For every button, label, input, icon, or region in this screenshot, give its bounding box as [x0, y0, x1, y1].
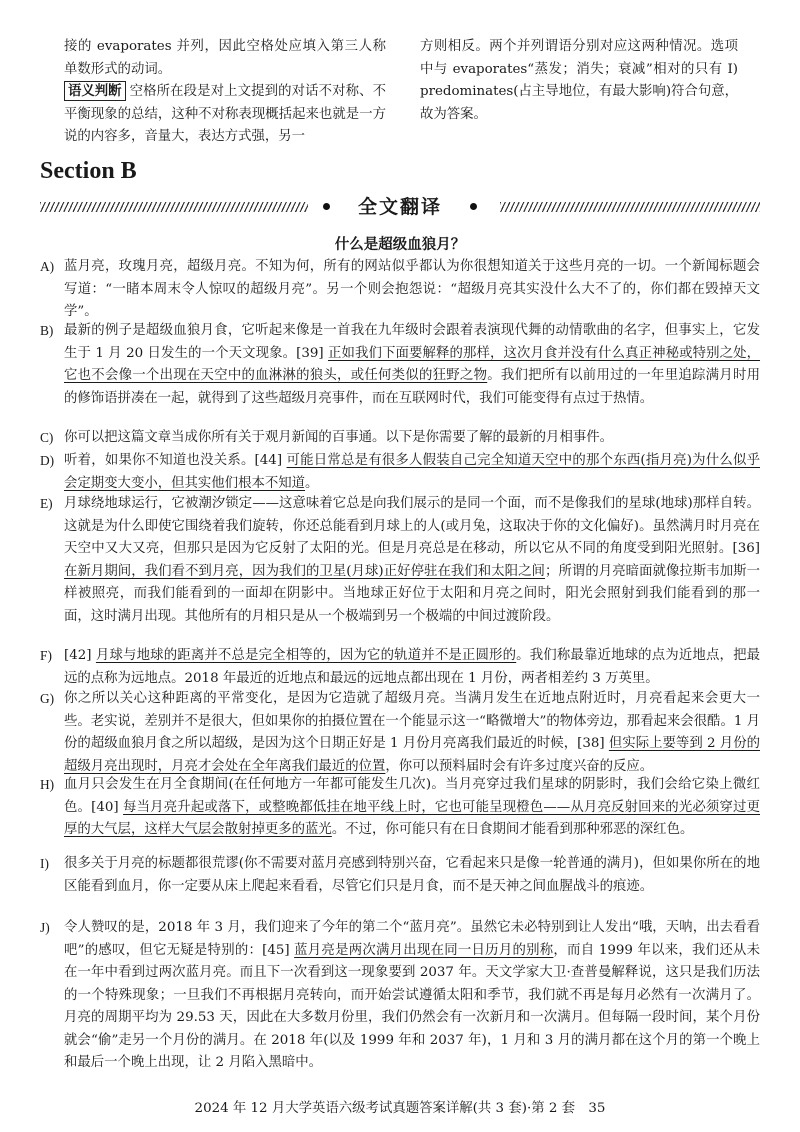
semantic-judgement-tag: 语义判断 [64, 81, 126, 101]
paragraph-label: G) [40, 691, 55, 706]
paragraph-label: J) [40, 920, 50, 935]
answer-underline-45: 蓝月亮是两次满月出现在同一日历月的别称 [294, 942, 554, 958]
paragraph-e [40, 493, 760, 628]
article-title: 什么是超级血狼月？ [334, 236, 466, 253]
paragraph-text: 。 [305, 475, 319, 491]
answer-underline-39: 正如我们下面要解释的那样，这次月食并没有什么真正神秘或特别之处，它也不会像一个出现在天空中的血淋淋的狼头，或任何类似的狂野之物 [64, 345, 761, 383]
bullet-dot-left [323, 203, 330, 210]
paragraph-label: C) [40, 430, 54, 445]
top-left-analysis-text: 空格所在段是对上文提到的对话不对称、不平衡现象的总结，这种不对称表现概括起来也就是一方说的内容多，音量大，表达方式强，另一 [64, 84, 386, 144]
top-left-text: 接的 evaporates 并列，因此空格处应填入第三人称单数形式的动词。 [64, 39, 386, 77]
page-footer: 2024 年 12 月大学英语六级考试真题答案详解(共 3 套)·第 2 套 35 [194, 1101, 606, 1116]
paragraph-d [40, 450, 760, 495]
paragraph-label: D) [40, 453, 55, 468]
bullet-dot-right [470, 203, 477, 210]
answer-underline-44: 可能日常总是有很多人假装自己完全知道天空中的那个东西(指月亮)为什么似乎会定期变大变小，但其实他们根本不知道 [64, 453, 760, 491]
section-title: Section B [40, 158, 137, 184]
paragraph-text: 血月只会发生在月全食期间(在任何地方一年都可能发生几次)。当月亮穿过我们星球的阴影时，我们会给它染上微红色。[40] [64, 777, 760, 815]
paragraph-j [40, 917, 760, 1075]
banner-title: 全文翻译 [357, 196, 442, 218]
paragraph-label: E) [40, 496, 53, 511]
paragraph-label: A) [40, 259, 55, 274]
paragraph-text: ，而自 1999 年以来，我们还从未在一年中看到过两次蓝月亮。而且下一次看到这一现象要到 2037 年。天文学家大卫·查普曼解释说，这只是我们历法的一个特殊现象；一旦我们不再根据月亮转向，而开始尝试遵循太阳和季节，我们就不再是每月必然有一次满月了。月亮的周期平均为 29.53 天，因此在大多数月份里，我们仍然会有一次新月和一次满月。但每隔一段时间，某个月份就会“偷”走另一个月份的满月。在 2018 年(以及 1999 年和 2037 年)，1 月和 3 月的满月都在这个月的第一个晚上和最后一个晚上出现，让 2 月陷入黑暗中。 [64, 942, 760, 1070]
paragraph-label: I) [40, 856, 49, 871]
paragraph-c [40, 427, 760, 450]
paragraph-text: 很多关于月亮的标题都很荒谬(你不需要对蓝月亮感到特别兴奋，它看起来只是像一轮普通的满月)，但如果你所在的地区能看到血月，你一定要从床上爬起来看看，尽管它们只是月食，而不是天神之间血腥战斗的痕迹。 [64, 856, 760, 894]
top-left-analysis [64, 81, 386, 149]
top-left-column [64, 36, 386, 149]
paragraph-b [40, 320, 760, 410]
paragraph-i [40, 853, 760, 898]
paragraph-text: 听着，如果你不知道也没关系。[44] [64, 453, 287, 468]
paragraph-text: 你可以把这篇文章当成你所有关于观月新闻的百事通。以下是你需要了解的最新的月相事件。 [64, 430, 614, 445]
paragraph-text: 月球绕地球运行，它被潮汐锁定——这意味着它总是向我们展示的是同一个面，而不是像我们的星球(地球)那样自转。这就是为什么即使它围绕着我们旋转，你还总能看到月球上的人(或月兔，这取决于你的文化偏好)。虽然满月时月亮在天空中又大又亮，但那只是因为它反射了太阳的光。但是月亮总是在移动，所以它从不同的角度受到阳光照射。[36] [64, 496, 760, 556]
paragraph-text: 最新的例子是超级血狼月食，它听起来像是一首我在九年级时会跟着表演现代舞的动情歌曲的名字，但事实上，它发生于 1 月 20 日发生的一个天文现象。[39] [64, 323, 760, 361]
answer-underline-36: 在新月期间，我们看不到月亮，因为我们的卫星(月球)正好停驻在我们和太阳之间 [64, 563, 545, 579]
top-right-text: 方则相反。两个并列谓语分别对应这两种情况。选项中与 evaporates“蒸发；消失；衰减”相对的只有 I) predominates(占主导地位，有最大影响)符合句意，故为答案。 [420, 39, 738, 122]
paragraph-text: 你之所以关心这种距离的平常变化，是因为它造就了超级月亮。当满月发生在近地点附近时，月亮看起来会更大一些。老实说，差别并不是很大，但如果你的拍摄位置在一个能显示这一“略微增大”的物体旁边，那看起来会很酷。1 月份的超级血狼月食之所以超级，是因为这个日期正好是 1 月份月亮离我们最近的时候，[38] [64, 691, 760, 751]
paragraph-text: [42] [64, 648, 96, 663]
paragraph-text: 蓝月亮，玫瑰月亮，超级月亮。不知为何，所有的网站似乎都认为你很想知道关于这些月亮的一切。一个新闻标题会写道：“一睹本周末令人惊叹的超级月亮”。另一个则会抱怨说：“超级月亮其实没什么大不了的，你们都在毁掉天文学”。 [64, 259, 760, 319]
paragraph-a [40, 256, 760, 324]
translation-banner [40, 194, 760, 220]
paragraph-text: 。不过，你可能只有在日食期间才能看到那种邪恶的深红色。 [331, 822, 694, 837]
paragraph-label: F) [40, 648, 52, 663]
paragraph-f [40, 645, 760, 690]
answer-underline-38: 但实际上要等到 2 月份的超级月亮出现时，月亮才会处在全年离我们最近的位置 [64, 736, 760, 774]
paragraph-text: ，你可以预料届时会有许多过度兴奋的反应。 [385, 758, 654, 774]
hatch-divider-left [40, 202, 308, 212]
top-right-column [420, 36, 738, 126]
paragraph-h [40, 774, 760, 842]
paragraph-text: 。我们把所有以前用过的一年里追踪满月时用的修饰语拼凑在一起，就得到了这些超级月亮事件，而在互联网时代，我们可能变得有点过于热情。 [64, 368, 760, 406]
hatch-divider-right [500, 202, 760, 212]
answer-underline-42: 月球与地球的距离并不总是完全相等的，因为它的轨道并不是正圆形的 [95, 648, 517, 663]
paragraph-label: B) [40, 323, 54, 338]
paragraph-g [40, 688, 760, 778]
answer-underline-40: 每当月亮升起或落下，或整晚都低挂在地平线上时，它也可能呈现橙色——从月亮反射回来的光必须穿过更厚的大气层，这样大气层会散射掉更多的蓝光 [64, 799, 761, 837]
paragraph-text: ；所谓的月亮暗面就像拉斯韦加斯一样被照亮，而我们能看到的一面却在阴影中。当地球正好位于太阳和月亮之间时，阳光会照射到我们能看到的那一面，这时满月出现。其他所有的月相只是从一个极端到另一个极端的中间过渡阶段。 [64, 563, 761, 624]
paragraph-text: 。我们称最靠近地球的点为近地点，把最远的点称为远地点。2018 年最近的近地点和最远的远地点都出现在 1 月份，两者相差约 3 万英里。 [64, 648, 761, 686]
paragraph-label: H) [40, 777, 55, 792]
paragraph-text: 令人赞叹的是，2018 年 3 月，我们迎来了今年的第二个“蓝月亮”。虽然它未必特别到让人发出“哦，天呐，出去看看吧”的感叹，但它无疑是特别的：[45] [64, 920, 760, 958]
